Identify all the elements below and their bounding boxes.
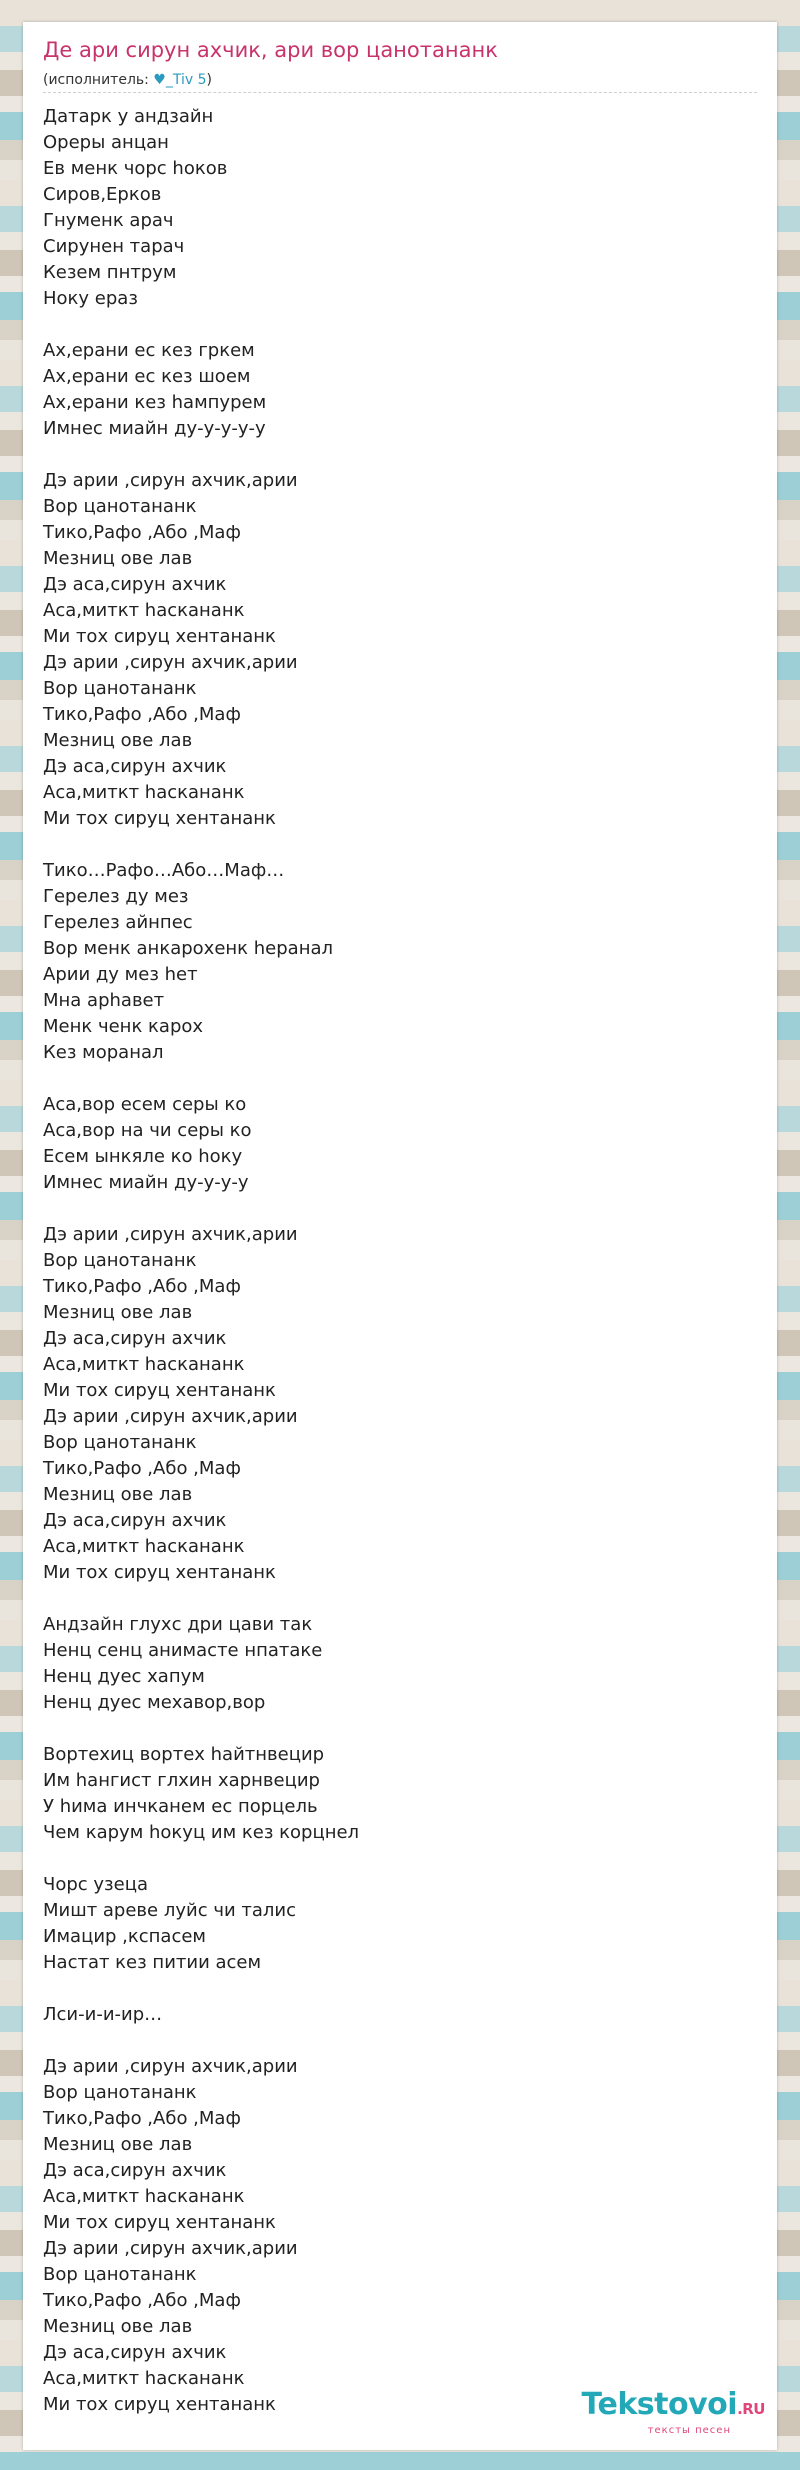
lyric-line: Дэ арии ,сирун ахчик,арии — [43, 1406, 298, 1427]
site-logo[interactable] — [582, 2389, 765, 2436]
lyric-line: Ев менк чорс hоков — [43, 158, 228, 179]
lyric-line: Ах,ерани ес кез гркем — [43, 340, 255, 361]
lyric-line: Мна арhавет — [43, 990, 165, 1011]
lyric-line: Мезниц ове лав — [43, 2134, 193, 2155]
lyric-line: Мезниц ове лав — [43, 1484, 193, 1505]
lyric-line: Тико,Рафо ,Або ,Маф — [43, 704, 241, 725]
lyric-line: Вор цанотананк — [43, 1432, 197, 1453]
artist-line — [43, 72, 212, 88]
lyric-line: Ми тох сируц хентананк — [43, 808, 276, 829]
stanza-break — [43, 312, 743, 338]
stanza-break — [43, 832, 743, 858]
lyric-line: Тико,Рафо ,Або ,Маф — [43, 522, 241, 543]
lyric-line: Мишт ареве луйс чи талис — [43, 1900, 296, 1921]
logo-tld: .RU — [737, 2400, 765, 2418]
lyric-line: Есем ынкяле ко hоку — [43, 1146, 243, 1167]
lyric-line: Кезем пнтрум — [43, 262, 177, 283]
lyric-line: Дэ аса,сирун ахчик — [43, 574, 227, 595]
lyric-line: Тико,Рафо ,Або ,Маф — [43, 1276, 241, 1297]
logo-name: Tekstovoi — [581, 2387, 738, 2422]
lyric-line: Датарк у андзайн — [43, 106, 214, 127]
lyric-line: Аса,вор есем серы ко — [43, 1094, 247, 1115]
lyric-line: Дэ аса,сирун ахчик — [43, 2342, 227, 2363]
lyric-line: Кез моранал — [43, 1042, 164, 1063]
stanza-break — [43, 1716, 743, 1742]
lyric-line: Дэ арии ,сирун ахчик,арии — [43, 470, 298, 491]
lyric-line: Ненц дуес мехавор,вор — [43, 1692, 266, 1713]
lyric-line: Дэ аса,сирун ахчик — [43, 2160, 227, 2181]
lyric-line: Дэ аса,сирун ахчик — [43, 1328, 227, 1349]
lyric-line: Настат кез питии асем — [43, 1952, 262, 1973]
title-divider — [43, 92, 757, 93]
lyric-line: Имацир ,кспасем — [43, 1926, 207, 1947]
lyric-line: Лси-и-и-ир… — [43, 2004, 163, 2025]
lyric-line: Им hангист глхин харнвецир — [43, 1770, 320, 1791]
lyric-line: Дэ аса,сирун ахчик — [43, 1510, 227, 1531]
stanza-break — [43, 1976, 743, 2002]
lyric-line: Аса,миткт hаскананк — [43, 1354, 245, 1375]
lyric-line: У hима инчканем ес порцель — [43, 1796, 318, 1817]
lyric-line: Вор цанотананк — [43, 2082, 197, 2103]
lyric-line: Чем карум hокуц им кез корцнел — [43, 1822, 360, 1843]
lyric-line: Андзайн глухс дри цави так — [43, 1614, 313, 1635]
stanza-break — [43, 2028, 743, 2054]
lyric-line: Ах,ерани ес кез шоем — [43, 366, 251, 387]
logo-subtitle: тексты песен — [647, 2425, 731, 2436]
lyric-line: Дэ арии ,сирун ахчик,арии — [43, 2238, 298, 2259]
stanza-break — [43, 1066, 743, 1092]
lyric-line: Мезниц ове лав — [43, 548, 193, 569]
lyric-line: Ми тох сируц хентананк — [43, 2212, 276, 2233]
lyric-line: Вор цанотананк — [43, 2264, 197, 2285]
lyric-line: Аса,миткт hаскананк — [43, 1536, 245, 1557]
artist-suffix: ) — [206, 72, 212, 88]
lyric-line: Сиров,Ерков — [43, 184, 162, 205]
lyric-line: Менк ченк карох — [43, 1016, 204, 1037]
logo-wordmark — [582, 2389, 765, 2425]
lyric-line: Герелез айнпес — [43, 912, 193, 933]
lyric-line: Ми тох сируц хентананк — [43, 626, 276, 647]
lyric-line: Ноку ераз — [43, 288, 138, 309]
lyric-line: Ненц дуес хапум — [43, 1666, 205, 1687]
lyric-line: Арии ду мез hет — [43, 964, 198, 985]
stanza-break — [43, 1846, 743, 1872]
lyric-line: Аса,миткт hаскананк — [43, 2186, 245, 2207]
lyric-line: Аса,вор на чи серы ко — [43, 1120, 252, 1141]
lyric-line: Вор цанотананк — [43, 1250, 197, 1271]
lyric-line: Тико,Рафо ,Або ,Маф — [43, 1458, 241, 1479]
lyric-line: Ми тох сируц хентананк — [43, 1380, 276, 1401]
song-title: Де ари сирун ахчик, ари вор цанотананк — [43, 38, 498, 62]
lyric-line: Ми тох сируц хентананк — [43, 1562, 276, 1583]
lyric-line: Мезниц ове лав — [43, 1302, 193, 1323]
lyric-line: Мезниц ове лав — [43, 2316, 193, 2337]
lyric-line: Вор цанотананк — [43, 496, 197, 517]
lyric-line: Мезниц ове лав — [43, 730, 193, 751]
lyric-line: Аса,миткт hаскананк — [43, 2368, 245, 2389]
lyric-line: Чорс узеца — [43, 1874, 148, 1895]
lyric-line: Ореры анцан — [43, 132, 169, 153]
lyric-line: Вор менк анкарохенк hеранал — [43, 938, 333, 959]
lyric-line: Аса,миткт hаскананк — [43, 600, 245, 621]
lyric-line: Ненц сенц анимасте нпатаке — [43, 1640, 323, 1661]
lyric-line: Сирунен тарач — [43, 236, 185, 257]
artist-link[interactable]: ♥_Tiv 5 — [153, 72, 207, 88]
artist-prefix: (исполнитель: — [43, 72, 154, 88]
lyric-line: Дэ арии ,сирун ахчик,арии — [43, 652, 298, 673]
stanza-break — [43, 1196, 743, 1222]
lyric-line: Ах,ерани кез hампурем — [43, 392, 267, 413]
lyric-line: Ми тох сируц хентананк — [43, 2394, 276, 2415]
lyric-line: Имнес миайн ду-у-у-у-у — [43, 418, 266, 439]
lyrics-card — [23, 22, 777, 2450]
lyric-line: Вортехиц вортех hайтнвецир — [43, 1744, 325, 1765]
lyric-line: Тико,Рафо ,Або ,Маф — [43, 2290, 241, 2311]
lyric-line: Имнес миайн ду-у-у-у — [43, 1172, 249, 1193]
lyric-line: Дэ аса,сирун ахчик — [43, 756, 227, 777]
lyric-line: Тико,Рафо ,Або ,Маф — [43, 2108, 241, 2129]
lyric-line: Дэ арии ,сирун ахчик,арии — [43, 2056, 298, 2077]
lyric-line: Вор цанотананк — [43, 678, 197, 699]
stanza-break — [43, 442, 743, 468]
lyric-line: Герелез ду мез — [43, 886, 189, 907]
lyric-line: Аса,миткт hаскананк — [43, 782, 245, 803]
lyrics-text — [43, 104, 743, 2418]
lyric-line: Гнуменк арач — [43, 210, 174, 231]
lyric-line: Тико…Рафо…Або…Маф… — [43, 860, 285, 881]
lyric-line: Дэ арии ,сирун ахчик,арии — [43, 1224, 298, 1245]
stanza-break — [43, 1586, 743, 1612]
